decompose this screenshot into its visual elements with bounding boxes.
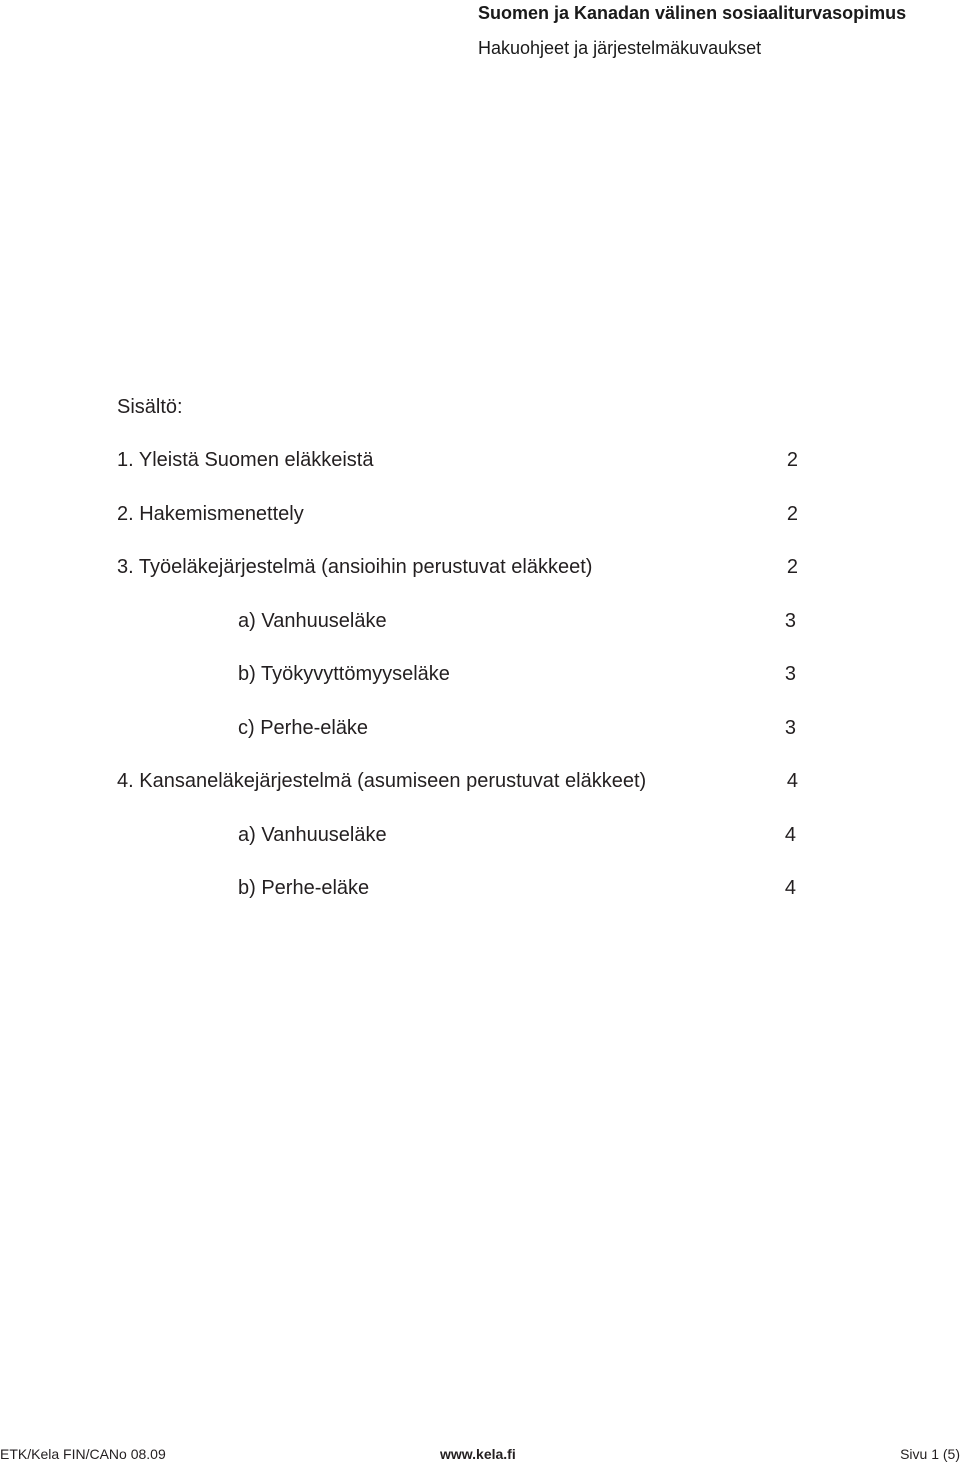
toc-item [117,556,798,582]
toc-item-label: b) Työkyvyttömyyseläke [238,663,450,685]
toc-item [117,503,798,529]
toc-item-label: a) Vanhuuseläke [238,610,387,632]
toc-item-label: a) Vanhuuseläke [238,824,387,846]
toc-item-page: 2 [786,449,798,471]
toc-subitem [238,610,796,636]
toc-item [117,449,798,475]
toc-item-label: 3. Työeläkejärjestelmä (ansioihin perustuvat eläkkeet) [117,556,593,578]
toc-item [117,770,798,796]
toc-item-label: 2. Hakemismenettely [117,503,304,525]
document-subtitle: Hakuohjeet ja järjestelmäkuvaukset [478,38,762,58]
toc-item-page: 2 [786,556,798,578]
toc-item-label: b) Perhe-eläke [238,877,370,899]
document-code: ETK/Kela FIN/CANo 08.09 [0,1446,166,1462]
toc-item-page: 4 [786,770,798,792]
toc-item-label: 1. Yleistä Suomen eläkkeistä [117,449,374,471]
toc-item-page: 4 [784,824,796,846]
toc-item-page: 3 [784,610,796,632]
toc-heading: Sisältö: [117,396,183,418]
website-url: www.kela.fi [440,1446,516,1462]
toc-subitem [238,824,796,850]
page-number: Sivu 1 (5) [900,1446,960,1462]
toc-item-page: 3 [784,663,796,685]
toc-item-page: 3 [784,717,796,739]
toc-item-label: c) Perhe-eläke [238,717,369,739]
toc-subitem [238,663,796,689]
toc-item-page: 2 [786,503,798,525]
toc-item-label: 4. Kansaneläkejärjestelmä (asumiseen perustuvat eläkkeet) [117,770,647,792]
toc-subitem [238,717,796,743]
toc-subitem [238,877,796,903]
toc-item-page: 4 [784,877,796,899]
document-title: Suomen ja Kanadan välinen sosiaaliturvasopimus [478,3,907,23]
